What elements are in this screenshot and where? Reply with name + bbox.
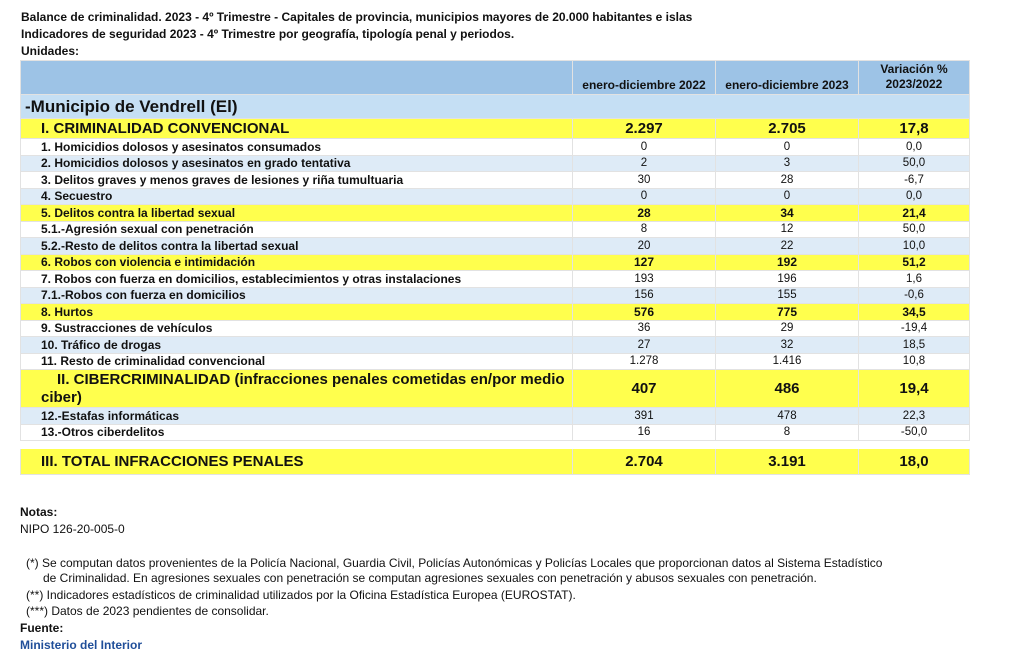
value-2022: 20 [573,238,716,255]
table-row [21,353,970,370]
row-label: 9. Sustracciones de vehículos [21,320,573,337]
row-label: II. CIBERCRIMINALIDAD (infracciones penales cometidas en/por medio ciber) [21,370,573,408]
header-2023: enero-diciembre 2023 [716,61,859,95]
total-row [21,449,970,475]
value-variation: 17,8 [859,119,970,139]
value-2022: 156 [573,287,716,304]
value-variation: -6,7 [859,172,970,189]
value-2023: 34 [716,205,859,222]
spacer-cell [573,441,716,449]
crime-statistics-table [20,60,970,475]
value-2022: 2 [573,155,716,172]
row-label: 10. Tráfico de drogas [21,337,573,354]
table-row [21,119,970,139]
value-2022: 127 [573,254,716,271]
report-title: Balance de criminalidad. 2023 - 4º Trimestre - Capitales de provincia, municipios mayores de 20.000 habitantes e islas [21,10,693,24]
table-row [21,320,970,337]
value-2023: 192 [716,254,859,271]
value-variation: 18,5 [859,337,970,354]
value-2023: 775 [716,304,859,321]
table-row [21,271,970,288]
table-row [21,304,970,321]
row-label: 6. Robos con violencia e intimidación [21,254,573,271]
value-2022: 27 [573,337,716,354]
value-2023: 3.191 [716,449,859,475]
value-variation: 19,4 [859,370,970,408]
value-variation: 0,0 [859,139,970,156]
table-row [21,221,970,238]
table-row [21,205,970,222]
row-label: 13.-Otros ciberdelitos [21,424,573,441]
value-variation: 22,3 [859,408,970,425]
value-variation: -0,6 [859,287,970,304]
spacer-row [21,441,970,449]
value-2023: 29 [716,320,859,337]
header-2022: enero-diciembre 2022 [573,61,716,95]
value-variation: 18,0 [859,449,970,475]
table-row [21,188,970,205]
nipo-code: NIPO 126-20-005-0 [20,522,125,536]
table-row [21,337,970,354]
row-label: 11. Resto de criminalidad convencional [21,353,573,370]
table-header-row [21,61,970,95]
value-2022: 1.278 [573,353,716,370]
row-label: 4. Secuestro [21,188,573,205]
value-2022: 0 [573,139,716,156]
value-variation: 0,0 [859,188,970,205]
value-2022: 0 [573,188,716,205]
value-2023: 28 [716,172,859,189]
value-2022: 193 [573,271,716,288]
footnote-1-continued: de Criminalidad. En agresiones sexuales con penetración se computan agresiones sexuales con penetración y abusos sexuales con penetración. [43,571,817,585]
value-variation: 1,6 [859,271,970,288]
header-empty [21,61,573,95]
value-variation: -50,0 [859,424,970,441]
value-2022: 36 [573,320,716,337]
row-label: III. TOTAL INFRACCIONES PENALES [21,449,573,475]
table-row [21,139,970,156]
spacer-cell [21,441,573,449]
row-label: 12.-Estafas informáticas [21,408,573,425]
table-row [21,155,970,172]
value-2023: 3 [716,155,859,172]
value-2023: 0 [716,188,859,205]
spacer-cell [716,441,859,449]
row-label: I. CRIMINALIDAD CONVENCIONAL [21,119,573,139]
value-2022: 2.297 [573,119,716,139]
table-row [21,172,970,189]
value-2022: 28 [573,205,716,222]
value-2022: 16 [573,424,716,441]
table-row [21,424,970,441]
footnote-2: (**) Indicadores estadísticos de criminalidad utilizados por la Oficina Estadística Europea (EUROSTAT). [26,588,576,602]
value-2023: 8 [716,424,859,441]
value-2023: 32 [716,337,859,354]
value-variation: 21,4 [859,205,970,222]
value-variation: 10,8 [859,353,970,370]
value-2022: 391 [573,408,716,425]
municipality-row [21,95,970,119]
table-row [21,287,970,304]
value-2023: 12 [716,221,859,238]
value-variation: 50,0 [859,155,970,172]
table-row [21,254,970,271]
value-2023: 22 [716,238,859,255]
footnote-3: (***) Datos de 2023 pendientes de consolidar. [26,604,269,618]
header-variation-line2: 2023/2022 [885,77,943,91]
value-2023: 155 [716,287,859,304]
row-label: 5. Delitos contra la libertad sexual [21,205,573,222]
value-variation: 51,2 [859,254,970,271]
row-label: 1. Homicidios dolosos y asesinatos consumados [21,139,573,156]
value-2023: 2.705 [716,119,859,139]
row-label: 3. Delitos graves y menos graves de lesiones y riña tumultuaria [21,172,573,189]
municipality-name: -Municipio de Vendrell (El) [21,95,970,119]
value-2023: 196 [716,271,859,288]
value-variation: -19,4 [859,320,970,337]
value-variation: 50,0 [859,221,970,238]
row-label: 7. Robos con fuerza en domicilios, establecimientos y otras instalaciones [21,271,573,288]
footnote-1: (*) Se computan datos provenientes de la Policía Nacional, Guardia Civil, Policías Autonómicas y Policías Locales que proporcionan datos al Sistema Estadístico [26,556,883,570]
value-variation: 34,5 [859,304,970,321]
value-2023: 0 [716,139,859,156]
table-row [21,408,970,425]
value-2022: 30 [573,172,716,189]
value-2022: 407 [573,370,716,408]
header-variation-line1: Variación % [880,62,948,76]
spacer-cell [859,441,970,449]
notes-title: Notas: [20,505,58,519]
value-2022: 8 [573,221,716,238]
table-row [21,370,970,408]
row-label: 2. Homicidios dolosos y asesinatos en grado tentativa [21,155,573,172]
value-2023: 1.416 [716,353,859,370]
row-label: 8. Hurtos [21,304,573,321]
value-2023: 486 [716,370,859,408]
table-row [21,238,970,255]
row-label: 5.1.-Agresión sexual con penetración [21,221,573,238]
value-2022: 2.704 [573,449,716,475]
units-label: Unidades: [21,44,80,58]
source-label: Fuente: [20,621,64,635]
source-name: Ministerio del Interior [20,638,143,652]
value-2022: 576 [573,304,716,321]
row-label: 7.1.-Robos con fuerza en domicilios [21,287,573,304]
report-subtitle: Indicadores de seguridad 2023 - 4º Trimestre por geografía, tipología penal y periodos. [21,27,515,41]
value-variation: 10,0 [859,238,970,255]
value-2023: 478 [716,408,859,425]
header-variation [859,61,970,95]
row-label: 5.2.-Resto de delitos contra la libertad sexual [21,238,573,255]
